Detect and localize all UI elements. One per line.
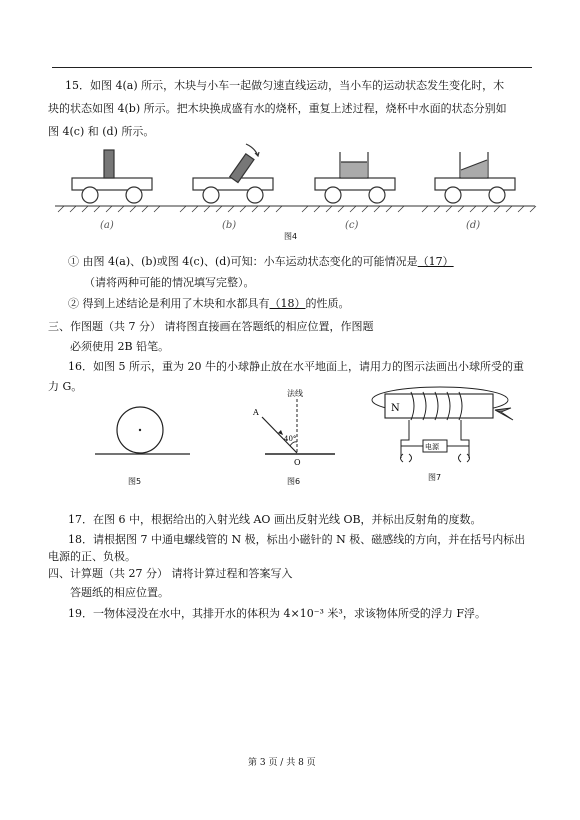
q15-line2: 块的状态如图 4(b) 所示。把木块换成盛有水的烧杯，重复上述过程，烧杯中水面的状态分别如: [48, 102, 507, 115]
blank-17: （17）: [417, 255, 454, 268]
point-label-o: O: [294, 458, 301, 467]
section3-heading: 三、作图题（共 7 分） 请将图直接画在答题纸的相应位置，作图题: [48, 320, 374, 333]
section4-heading: 四、计算题（共 27 分） 请将计算过程和答案写入: [48, 567, 293, 580]
power-label: 电源: [425, 443, 439, 451]
cart-a: [72, 150, 152, 203]
normal-label: 法线: [287, 389, 303, 398]
q15-line1: 15．如图 4(a) 所示，木块与小车一起做匀速直线运动，当小车的运动状态发生变化时，木: [65, 79, 505, 92]
figure-4-caption: 图4: [284, 232, 298, 241]
fig4-label-a: (a): [100, 220, 114, 231]
q15-line3: 图 4(c) 和 (d) 所示。: [48, 125, 155, 138]
q16-line2: 力 G。: [48, 380, 83, 393]
header-rule: [52, 67, 532, 68]
cart-c: [315, 152, 395, 203]
q17-text: 17．在图 6 中，根据给出的入射光线 AO 画出反射光线 OB，并标出反射角的度数。: [68, 513, 482, 526]
fig4-label-b: (b): [222, 220, 237, 231]
figure-5-caption: 图5: [128, 477, 142, 486]
cart-b: [193, 144, 273, 203]
figure-7: [365, 382, 525, 472]
blank-18: （18）: [269, 297, 306, 310]
q18-line2: 电源的正、负极。: [48, 550, 136, 563]
q15-sub2: ② 得到上述结论是利用了木块和水都具有（18）的性质。: [68, 297, 350, 310]
figure-6-caption: 图6: [287, 477, 301, 486]
q18-line1: 18．请根据图 7 中通电螺线管的 N 极，标出小磁针的 N 极、磁感线的方向，并在括号内标出: [68, 533, 526, 546]
figure-4: [50, 140, 540, 240]
figure-7-caption: 图7: [428, 473, 442, 482]
q15-sub1: ① 由图 4(a)、(b)或图 4(c)、(d)可知：小车运动状态变化的可能情况是（17）: [68, 255, 454, 268]
ball-center: [139, 429, 141, 431]
compass-needle: [495, 408, 513, 420]
bracket-marks: [401, 454, 470, 462]
ray-label-a: A: [253, 408, 259, 417]
figure-5: [90, 400, 200, 462]
q19-text: 19．一物体浸没在水中，其排开水的体积为 4×10⁻³ 米³，求该物体所受的浮力 F浮。: [68, 607, 486, 620]
ground-hatch: [55, 206, 536, 212]
q15-sub1-note: （请将两种可能的情况填写完整）。: [84, 276, 255, 289]
n-pole-label: N: [391, 403, 400, 414]
section4-note: 答题纸的相应位置。: [70, 586, 169, 599]
page-number: 第 3 页 / 共 8 页: [248, 758, 316, 768]
q16-line1: 16．如图 5 所示，重为 20 牛的小球静止放在水平地面上，请用力的图示法画出小球所受的重: [68, 360, 524, 373]
solenoid-core: [385, 394, 493, 418]
figure-6: [250, 385, 350, 470]
angle-label: 40°: [284, 435, 297, 443]
cart-d: [435, 152, 515, 203]
fig4-label-c: (c): [345, 220, 359, 231]
section3-note: 必须使用 2B 铅笔。: [70, 340, 170, 353]
fig4-label-d: (d): [466, 220, 481, 231]
